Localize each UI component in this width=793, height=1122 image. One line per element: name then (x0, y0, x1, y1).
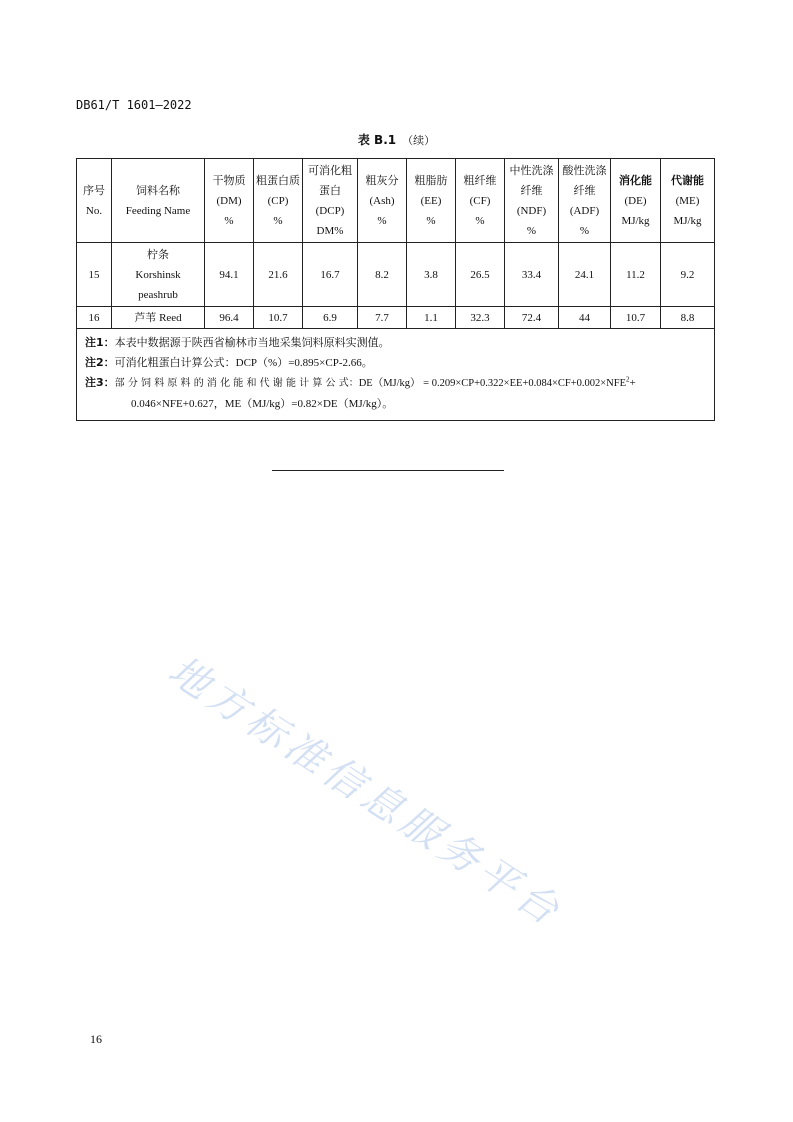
cell-ndf: 33.4 (505, 243, 559, 307)
cell-feeding-name: 柠条 Korshinsk peashrub (112, 243, 205, 307)
note-3: 注3：部 分 饲 料 原 料 的 消 化 能 和 代 谢 能 计 算 公 式：$DE(MJ/kg) = 0.209\times CP+0.322\times EE+0.084\times CF+0.002\times NFE^2+$ (85, 375, 636, 389)
cell-no: 15 (77, 243, 112, 307)
col-header-cf: 粗纤维 (CF) % (456, 159, 505, 243)
watermark: 地方标准信息服务平台 (160, 647, 571, 937)
cell-adf: 44 (559, 307, 611, 329)
table-caption-continued: （续） (402, 134, 436, 147)
col-header-ndf: 中性洗涤 纤维 (NDF) % (505, 159, 559, 243)
table-row (77, 243, 715, 307)
cell-feeding-name: 芦苇 Reed (112, 307, 205, 329)
cell-ee: 3.8 (407, 243, 456, 307)
col-header-dcp: 可消化粗 蛋白 (DCP) DM% (303, 159, 358, 243)
col-header-cp: 粗蛋白质 (CP) % (254, 159, 303, 243)
cell-me: 8.8 (661, 307, 715, 329)
col-header-de: 消化能 (DE) MJ/kg (611, 159, 661, 243)
cell-de: 11.2 (611, 243, 661, 307)
table-caption (0, 131, 793, 148)
table-notes-row (77, 329, 715, 421)
col-header-me: 代谢能 (ME) MJ/kg (661, 159, 715, 243)
cell-ndf: 72.4 (505, 307, 559, 329)
cell-cf: 32.3 (456, 307, 505, 329)
cell-cf: 26.5 (456, 243, 505, 307)
col-header-no: 序号 No. (77, 159, 112, 243)
cell-dm: 96.4 (205, 307, 254, 329)
cell-cp: 10.7 (254, 307, 303, 329)
col-header-ee: 粗脂肪 (EE) % (407, 159, 456, 243)
end-of-standard-rule (272, 470, 504, 471)
table-notes (77, 329, 715, 421)
note-3-continued: 0.046×NFE+0.627，ME（MJ/kg）=0.82×DE（MJ/kg）。 (131, 398, 394, 410)
table-row (77, 307, 715, 329)
col-header-ash: 粗灰分 (Ash) % (358, 159, 407, 243)
table-header-row (77, 159, 715, 243)
cell-dcp: 16.7 (303, 243, 358, 307)
cell-ash: 8.2 (358, 243, 407, 307)
col-header-dm: 干物质 (DM) % (205, 159, 254, 243)
cell-dcp: 6.9 (303, 307, 358, 329)
cell-me: 9.2 (661, 243, 715, 307)
col-header-adf: 酸性洗涤 纤维 (ADF) % (559, 159, 611, 243)
cell-de: 10.7 (611, 307, 661, 329)
cell-ash: 7.7 (358, 307, 407, 329)
table-caption-title: 表 B.1 (357, 133, 397, 147)
page-number: 16 (90, 1032, 102, 1046)
cell-adf: 24.1 (559, 243, 611, 307)
note-1: 注1：本表中数据源于陕西省榆林市当地采集饲料原料实测值。 (85, 336, 390, 349)
col-header-feeding-name: 饲料名称 Feeding Name (112, 159, 205, 243)
note-2: 注2：可消化粗蛋白计算公式：DCP（%）=0.895×CP-2.66。 (85, 356, 373, 369)
cell-no: 16 (77, 307, 112, 329)
cell-ee: 1.1 (407, 307, 456, 329)
document-code: DB61/T 1601—2022 (76, 98, 192, 112)
feed-nutrition-table (76, 158, 715, 421)
cell-cp: 21.6 (254, 243, 303, 307)
cell-dm: 94.1 (205, 243, 254, 307)
